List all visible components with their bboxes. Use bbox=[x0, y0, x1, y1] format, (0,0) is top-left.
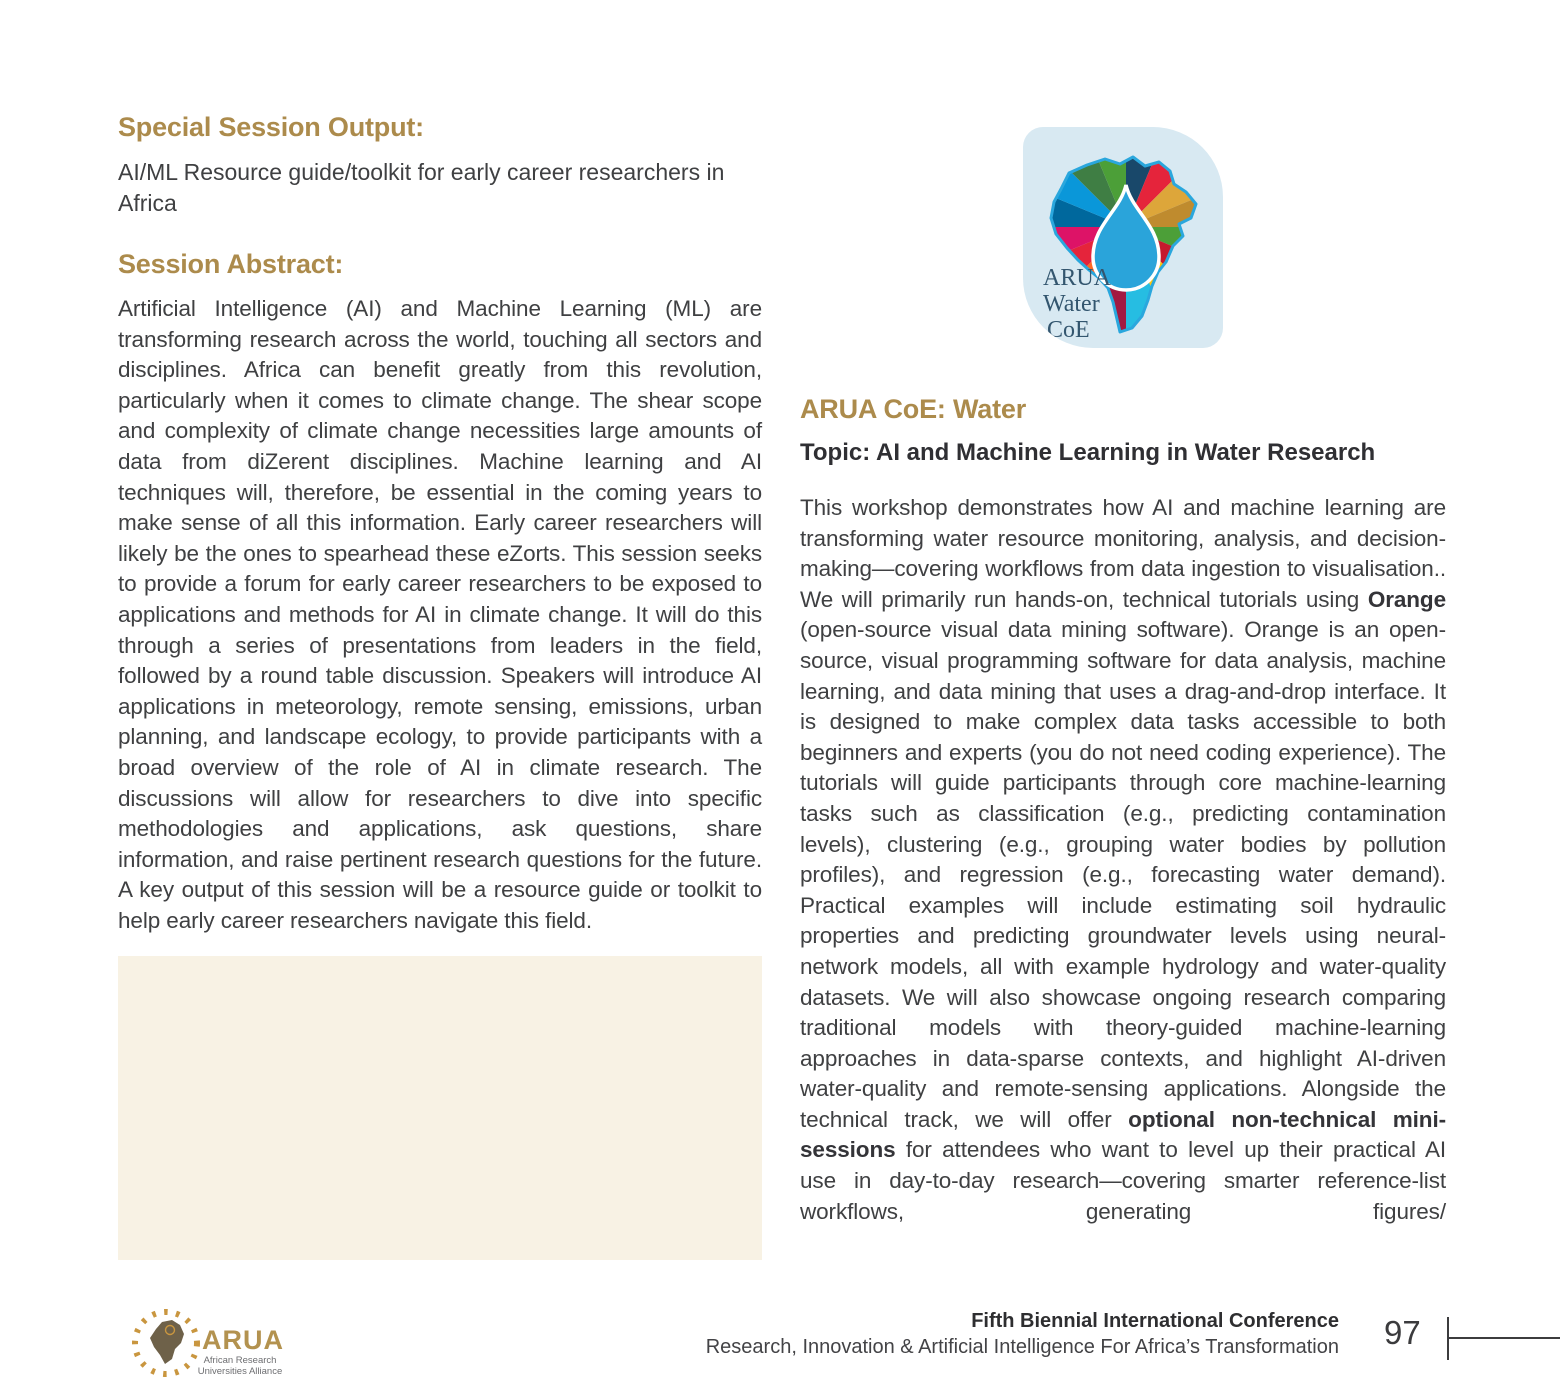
arua-subtitle-2: Universities Alliance bbox=[197, 1366, 283, 1377]
arua-logo bbox=[126, 1303, 301, 1383]
session-abstract-text: Artificial Intelligence (AI) and Machine Learning (ML) are transforming research across the world, touching all sectors and disciplines. Africa can benefit greatly from this revolution, particularly when it comes to climate change. The shear scope and complexity of climate change necessities large amounts of data from diZerent disciplines. Machine learning and AI techniques will, therefore, be essential in the coming years to make sense of all this information. Early career researchers will likely be the ones to spearhead these eZorts. This session seeks to provide a forum for early career researchers to be exposed to applications and methods for AI in climate change. It will do this through a series of presentations from leaders in the field, followed by a round table discussion. Speakers will introduce AI applications in meteorology, remote sensing, emissions, urban planning, and landscape ecology, to provide participants with a broad overview of the role of AI in climate research. The discussions will allow for researchers to dive into specific methodologies and applications, ask questions, share information, and raise pertinent research questions for the future. A key output of this session will be a resource guide or toolkit to help early career researchers navigate this field. bbox=[118, 296, 762, 933]
conference-subtitle: Research, Innovation & Artificial Intelligence For Africa’s Transformation bbox=[705, 1336, 1339, 1358]
special-session-output-heading: Special Session Output: bbox=[118, 112, 424, 142]
arua-wordmark: ARUA bbox=[202, 1325, 284, 1355]
footer-conference-block bbox=[706, 1308, 1339, 1360]
water-logo-text-1: ARUA bbox=[1043, 265, 1112, 291]
special-session-output-text: AI/ML Resource guide/toolkit for early career researchers in Africa bbox=[118, 159, 725, 216]
topic-line: Topic: AI and Machine Learning in Water Research bbox=[800, 439, 1376, 466]
session-abstract-heading: Session Abstract: bbox=[118, 249, 344, 279]
coe-heading: ARUA CoE: Water bbox=[800, 394, 1026, 424]
page-number: 97 bbox=[1384, 1314, 1421, 1351]
arua-sunburst-icon bbox=[126, 1303, 301, 1383]
arua-subtitle-1: African Research bbox=[203, 1355, 277, 1366]
right-column bbox=[800, 112, 1446, 1227]
workshop-body-text: This workshop demonstrates how AI and machine learning are transforming water resource monitoring, analysis, and decision-making—covering workflows from data ingestion to visualisation.. We will primarily run hands-on, technical tutorials using Orange (open-source visual data mining software). Orange is an open-source, visual programming software for data analysis, machine learning, and data mining that uses a drag-and-drop interface. It is designed to make complex data tasks accessible to both beginners and experts (you do not need coding experience). The tutorials will guide participants through core machine-learning tasks such as classification (e.g., predicting contamination levels), clustering (e.g., grouping water bodies by pollution profiles), and regression (e.g., forecasting water demand). Practical examples will include estimating soil hydraulic properties and predicting groundwater levels using neural-network models, all with example hydrology and water-quality datasets. We will also showcase ongoing research comparing traditional models with theory-guided machine-learning approaches in data-sparse contexts, and highlight AI-driven water-quality and remote-sensing applications. Alongside the technical track, we will offer optional non-technical mini-sessions for attendees who want to level up their practical AI use in day-to-day research—covering smarter reference-list workflows, generating figures/ bbox=[800, 495, 1446, 1224]
arua-water-coe-logo bbox=[1023, 127, 1223, 348]
africa-sdg-wheel-icon bbox=[1023, 127, 1223, 348]
placeholder-box bbox=[118, 956, 762, 1260]
left-column bbox=[118, 112, 762, 1260]
conference-title: Fifth Biennial International Conference bbox=[971, 1310, 1339, 1332]
footer-rule-horizontal bbox=[1447, 1337, 1560, 1339]
water-logo-text-2: Water bbox=[1043, 291, 1100, 317]
water-logo-text-3: CoE bbox=[1047, 317, 1090, 343]
